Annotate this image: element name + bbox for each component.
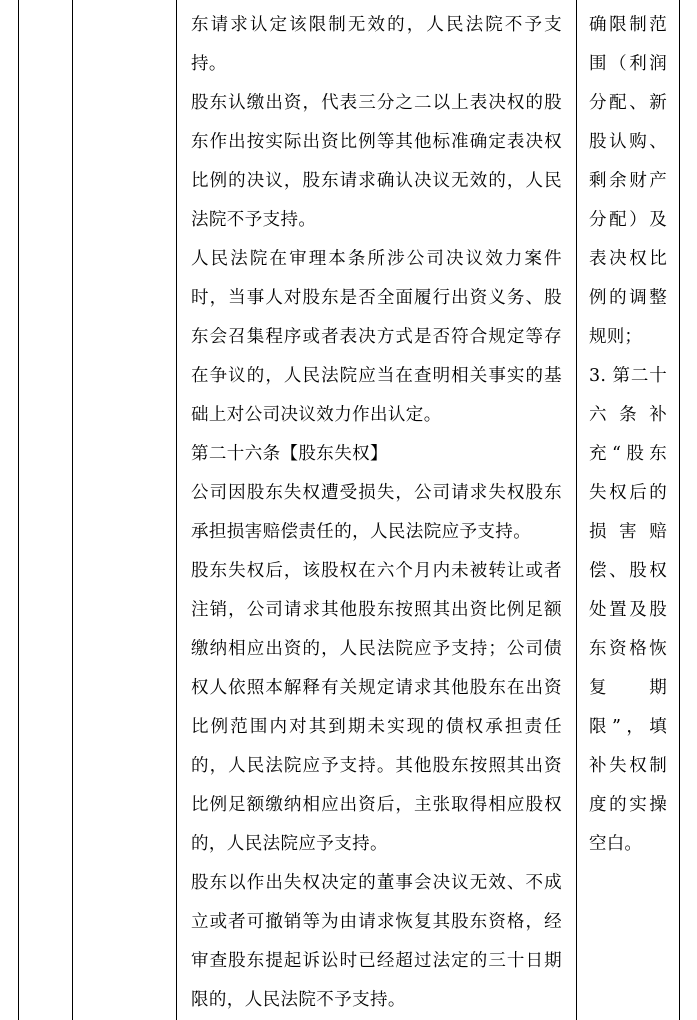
table-cell-index [19, 0, 73, 1020]
notes-paragraph-2: 3. 第二十六条补充“股东失权后的损害赔偿、股权处置及股东资格恢复期限”，填补失权制度的实操空白。 [589, 366, 667, 854]
table-cell-category [73, 0, 177, 1020]
provision-paragraph-5: 公司因股东失权遭受损失，公司请求失权股东承担损害赔偿责任的，人民法院应予支持。 [191, 483, 562, 542]
provision-paragraph-7: 股东以作出失权决定的董事会决议无效、不成立或者可撤销等为由请求恢复其股东资格，经审查股东提起诉讼时已经超过法定的三十日期限的，人民法院不予支持。 [191, 873, 562, 1010]
table-cell-provision [177, 0, 577, 1020]
content-table [18, 0, 680, 1020]
provision-heading-article-26: 第二十六条【股东失权】 [191, 444, 388, 464]
provision-paragraph-3: 人民法院在审理本条所涉公司决议效力案件时，当事人对股东是否全面履行出资义务、股东会召集程序或者表决方式是否符合规定等存在争议的，人民法院应当在查明相关事实的基础上对公司决议效力作出认定。 [191, 249, 562, 425]
notes-text-block [577, 0, 679, 864]
provision-paragraph-2: 股东认缴出资，代表三分之二以上表决权的股东作出按实际出资比例等其他标准确定表决权比例的决议，股东请求确认决议无效的，人民法院不予支持。 [191, 93, 562, 230]
table-row [19, 0, 680, 1020]
provision-paragraph-6: 股东失权后，该股权在六个月内未被转让或者注销，公司请求其他股东按照其出资比例足额缴纳相应出资的，人民法院应予支持；公司债权人依照本解释有关规定请求其他股东在出资比例范围内对其到期未实现的债权承担责任的，人民法院应予支持。其他股东按照其出资比例足额缴纳相应出资后，主张取得相应股权的，人民法院应予支持。 [191, 561, 562, 854]
notes-paragraph-1: 确限制范围（利润分配、新股认购、剩余财产分配）及表决权比例的调整规则； [589, 15, 667, 347]
table-cell-notes [577, 0, 680, 1020]
provision-paragraph-1: 东请求认定该限制无效的，人民法院不予支持。 [191, 15, 562, 74]
provision-text-block [177, 0, 576, 1020]
